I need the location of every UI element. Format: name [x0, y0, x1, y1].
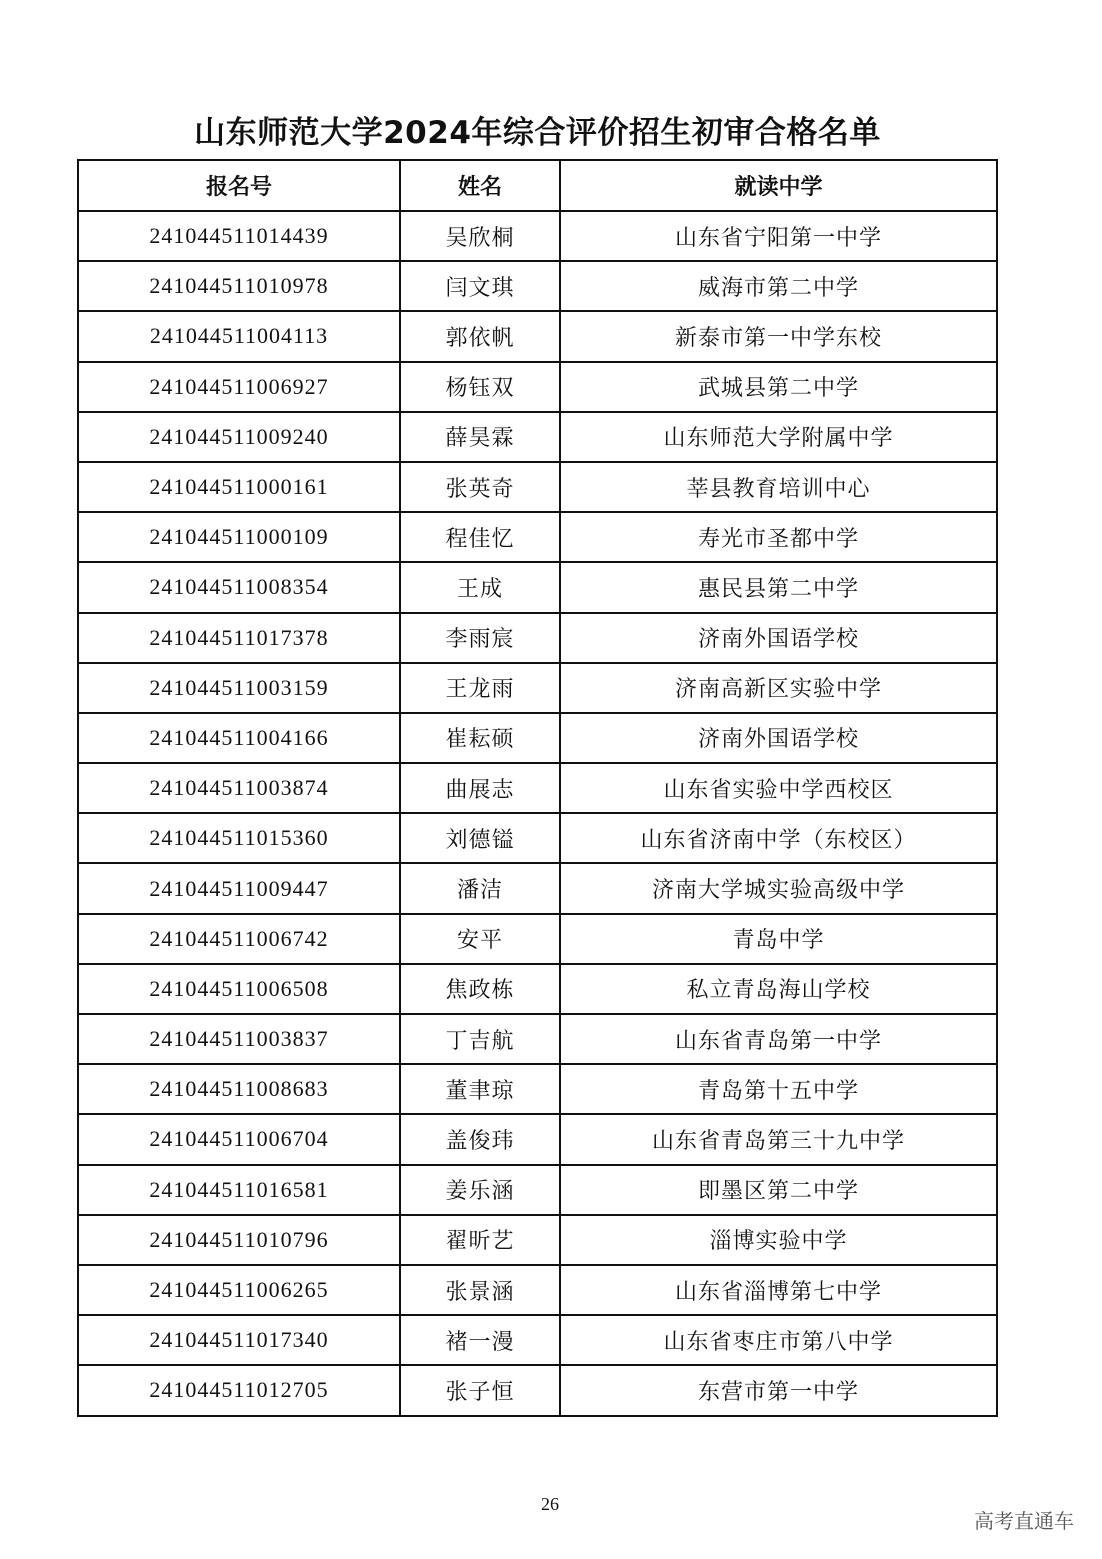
student-name-cell: 张子恒	[400, 1365, 560, 1415]
school-cell: 惠民县第二中学	[560, 562, 997, 612]
registration-number-cell: 241044511009240	[78, 412, 400, 462]
registration-number-cell: 241044511017378	[78, 613, 400, 663]
student-name-cell: 丁吉航	[400, 1014, 560, 1064]
registration-number-cell: 241044511008354	[78, 562, 400, 612]
student-name-cell: 焦政栋	[400, 964, 560, 1014]
student-name-cell: 郭依帆	[400, 311, 560, 361]
page-title: 山东师范大学2024年综合评价招生初审合格名单	[194, 115, 881, 151]
table-row	[78, 663, 997, 713]
column-header-name: 姓名	[400, 160, 560, 211]
student-name-cell: 张英奇	[400, 462, 560, 512]
admission-list-table	[77, 159, 998, 1417]
school-cell: 济南外国语学校	[560, 713, 997, 763]
school-cell: 山东省青岛第三十九中学	[560, 1114, 997, 1164]
student-name-cell: 杨钰双	[400, 362, 560, 412]
school-cell: 青岛中学	[560, 914, 997, 964]
registration-number-cell: 241044511006742	[78, 914, 400, 964]
student-name-cell: 张景涵	[400, 1265, 560, 1315]
registration-number-cell: 241044511010796	[78, 1215, 400, 1265]
school-cell: 私立青岛海山学校	[560, 964, 997, 1014]
table-row	[78, 1064, 997, 1114]
table-row	[78, 362, 997, 412]
student-name-cell: 姜乐涵	[400, 1165, 560, 1215]
registration-number-cell: 241044511015360	[78, 813, 400, 863]
school-cell: 淄博实验中学	[560, 1215, 997, 1265]
registration-number-cell: 241044511003159	[78, 663, 400, 713]
school-cell: 山东省宁阳第一中学	[560, 211, 997, 261]
student-name-cell: 安平	[400, 914, 560, 964]
school-cell: 山东省青岛第一中学	[560, 1014, 997, 1064]
table-row	[78, 412, 997, 462]
student-name-cell: 吴欣桐	[400, 211, 560, 261]
student-name-cell: 崔耘硕	[400, 713, 560, 763]
student-name-cell: 闫文琪	[400, 261, 560, 311]
registration-number-cell: 241044511010978	[78, 261, 400, 311]
table-row	[78, 813, 997, 863]
table-row	[78, 462, 997, 512]
student-name-cell: 王龙雨	[400, 663, 560, 713]
registration-number-cell: 241044511003874	[78, 763, 400, 813]
column-header-school: 就读中学	[560, 160, 997, 211]
table-row	[78, 964, 997, 1014]
school-cell: 青岛第十五中学	[560, 1064, 997, 1114]
table-row	[78, 261, 997, 311]
table-row	[78, 311, 997, 361]
registration-number-cell: 241044511000109	[78, 512, 400, 562]
table-row	[78, 1014, 997, 1064]
registration-number-cell: 241044511000161	[78, 462, 400, 512]
registration-number-cell: 241044511006704	[78, 1114, 400, 1164]
table-row	[78, 613, 997, 663]
registration-number-cell: 241044511008683	[78, 1064, 400, 1114]
registration-number-cell: 241044511012705	[78, 1365, 400, 1415]
school-cell: 山东省枣庄市第八中学	[560, 1315, 997, 1365]
table-row	[78, 713, 997, 763]
school-cell: 山东师范大学附属中学	[560, 412, 997, 462]
registration-number-cell: 241044511006927	[78, 362, 400, 412]
student-name-cell: 曲展志	[400, 763, 560, 813]
student-name-cell: 薛昊霖	[400, 412, 560, 462]
table-row	[78, 914, 997, 964]
column-header-registration-number: 报名号	[78, 160, 400, 211]
table-row	[78, 562, 997, 612]
registration-number-cell: 241044511009447	[78, 863, 400, 913]
registration-number-cell: 241044511017340	[78, 1315, 400, 1365]
registration-number-cell: 241044511016581	[78, 1165, 400, 1215]
school-cell: 莘县教育培训中心	[560, 462, 997, 512]
student-name-cell: 刘德镒	[400, 813, 560, 863]
school-cell: 山东省淄博第七中学	[560, 1265, 997, 1315]
table-row	[78, 1215, 997, 1265]
student-name-cell: 褚一漫	[400, 1315, 560, 1365]
table-row	[78, 763, 997, 813]
school-cell: 东营市第一中学	[560, 1365, 997, 1415]
school-cell: 济南高新区实验中学	[560, 663, 997, 713]
student-name-cell: 潘洁	[400, 863, 560, 913]
student-name-cell: 翟昕艺	[400, 1215, 560, 1265]
registration-number-cell: 241044511006508	[78, 964, 400, 1014]
table-row	[78, 512, 997, 562]
registration-number-cell: 241044511004113	[78, 311, 400, 361]
watermark: 高考直通车	[974, 1509, 1074, 1533]
school-cell: 山东省济南中学（东校区）	[560, 813, 997, 863]
table-row	[78, 863, 997, 913]
table-row	[78, 211, 997, 261]
school-cell: 威海市第二中学	[560, 261, 997, 311]
table-header-row	[78, 160, 997, 211]
table-row	[78, 1365, 997, 1415]
registration-number-cell: 241044511004166	[78, 713, 400, 763]
school-cell: 新泰市第一中学东校	[560, 311, 997, 361]
student-name-cell: 盖俊玮	[400, 1114, 560, 1164]
registration-number-cell: 241044511006265	[78, 1265, 400, 1315]
page-number: 26	[541, 1494, 559, 1514]
school-cell: 即墨区第二中学	[560, 1165, 997, 1215]
table-row	[78, 1114, 997, 1164]
school-cell: 寿光市圣都中学	[560, 512, 997, 562]
table-row	[78, 1265, 997, 1315]
student-name-cell: 程佳忆	[400, 512, 560, 562]
table-body	[78, 211, 997, 1416]
table-row	[78, 1315, 997, 1365]
school-cell: 济南外国语学校	[560, 613, 997, 663]
school-cell: 武城县第二中学	[560, 362, 997, 412]
school-cell: 山东省实验中学西校区	[560, 763, 997, 813]
table-row	[78, 1165, 997, 1215]
registration-number-cell: 241044511003837	[78, 1014, 400, 1064]
student-name-cell: 李雨宸	[400, 613, 560, 663]
registration-number-cell: 241044511014439	[78, 211, 400, 261]
school-cell: 济南大学城实验高级中学	[560, 863, 997, 913]
student-name-cell: 王成	[400, 562, 560, 612]
student-name-cell: 董聿琼	[400, 1064, 560, 1114]
